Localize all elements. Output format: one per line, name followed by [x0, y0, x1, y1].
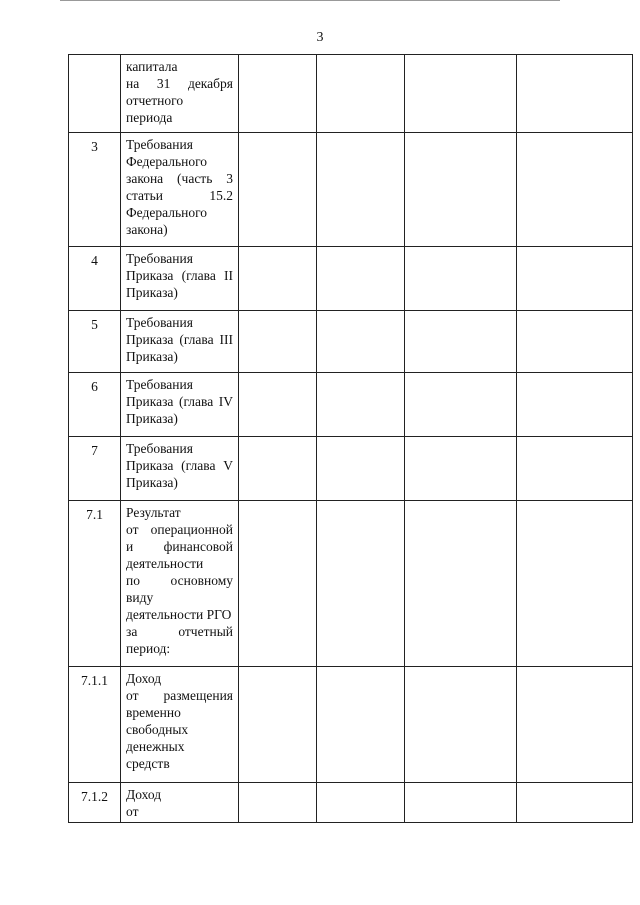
- row-description-cell: [121, 311, 239, 373]
- row-description-cell: [121, 133, 239, 247]
- value-cell: [239, 55, 317, 133]
- row-description-cell: [121, 247, 239, 311]
- description-line: капитала: [126, 59, 178, 74]
- description-line: по основному: [126, 573, 233, 588]
- table-row: [69, 667, 633, 783]
- description-line: за отчетный: [126, 624, 233, 639]
- value-cell: [239, 373, 317, 437]
- value-cell: [405, 783, 517, 823]
- row-number-cell: 5: [69, 311, 121, 373]
- value-cell: [405, 437, 517, 501]
- description-line: Требования: [126, 377, 193, 392]
- description-line: Федерального: [126, 154, 208, 169]
- table-row: [69, 501, 633, 667]
- row-number-cell: 7.1: [69, 501, 121, 667]
- value-cell: [317, 373, 405, 437]
- value-cell: [517, 783, 633, 823]
- table-row: [69, 311, 633, 373]
- row-number-cell: 7.1.2: [69, 783, 121, 823]
- description-line: закона (часть 3: [126, 171, 233, 186]
- description-line: денежных: [126, 739, 185, 754]
- value-cell: [517, 133, 633, 247]
- description-line: Доход: [126, 787, 162, 802]
- description-line: закона): [126, 222, 168, 237]
- table-row: [69, 247, 633, 311]
- value-cell: [517, 311, 633, 373]
- description-line: Приказа): [126, 475, 178, 490]
- description-line: Приказа): [126, 349, 178, 364]
- value-cell: [405, 311, 517, 373]
- description-line: Федерального: [126, 205, 208, 220]
- row-number-cell: 7: [69, 437, 121, 501]
- value-cell: [239, 437, 317, 501]
- description-line: свободных: [126, 722, 189, 737]
- value-cell: [239, 311, 317, 373]
- description-line: временно: [126, 705, 181, 720]
- description-line: средств: [126, 756, 170, 771]
- value-cell: [405, 247, 517, 311]
- value-cell: [317, 667, 405, 783]
- description-line: от размещения: [126, 688, 233, 703]
- table-row: [69, 373, 633, 437]
- description-line: Приказа): [126, 411, 178, 426]
- page-number: 3: [316, 30, 324, 45]
- value-cell: [317, 783, 405, 823]
- value-cell: [517, 55, 633, 133]
- description-line: Приказа (глава III: [126, 332, 233, 347]
- row-number-cell: 6: [69, 373, 121, 437]
- value-cell: [517, 437, 633, 501]
- value-cell: [317, 501, 405, 667]
- description-line: Требования: [126, 137, 193, 152]
- row-description-cell: [121, 667, 239, 783]
- description-line: Доход: [126, 671, 162, 686]
- row-description-cell: [121, 437, 239, 501]
- row-description-cell: [121, 373, 239, 437]
- value-cell: [239, 247, 317, 311]
- description-line: отчетного: [126, 93, 184, 108]
- description-line: Требования: [126, 251, 193, 266]
- description-line: на 31 декабря: [126, 76, 233, 91]
- value-cell: [239, 501, 317, 667]
- value-cell: [239, 783, 317, 823]
- description-line: периода: [126, 110, 173, 125]
- value-cell: [317, 55, 405, 133]
- row-number-cell: 7.1.1: [69, 667, 121, 783]
- value-cell: [317, 247, 405, 311]
- value-cell: [517, 373, 633, 437]
- value-cell: [317, 311, 405, 373]
- value-cell: [405, 667, 517, 783]
- table-row: [69, 783, 633, 823]
- description-line: Приказа (глава V: [126, 458, 233, 473]
- description-line: Требования: [126, 441, 193, 456]
- row-number-cell: 3: [69, 133, 121, 247]
- description-line: период:: [126, 641, 171, 656]
- value-cell: [239, 133, 317, 247]
- description-line: виду: [126, 590, 154, 605]
- description-line: Требования: [126, 315, 193, 330]
- row-number-cell: 4: [69, 247, 121, 311]
- description-line: деятельности РГО: [126, 607, 232, 622]
- table-row: [69, 55, 633, 133]
- row-number-cell: [69, 55, 121, 133]
- row-description-cell: [121, 55, 239, 133]
- value-cell: [317, 437, 405, 501]
- description-line: статьи 15.2: [126, 188, 233, 203]
- value-cell: [517, 667, 633, 783]
- row-description-cell: [121, 501, 239, 667]
- value-cell: [239, 667, 317, 783]
- row-description-cell: [121, 783, 239, 823]
- value-cell: [405, 373, 517, 437]
- value-cell: [405, 501, 517, 667]
- description-line: Приказа (глава IV: [126, 394, 233, 409]
- description-line: Результат: [126, 505, 181, 520]
- description-line: и финансовой: [126, 539, 233, 554]
- value-cell: [405, 133, 517, 247]
- description-line: от операционной: [126, 522, 233, 537]
- description-line: от: [126, 804, 139, 819]
- value-cell: [517, 247, 633, 311]
- value-cell: [317, 133, 405, 247]
- table-row: [69, 437, 633, 501]
- top-scan-edge: [60, 0, 560, 1]
- value-cell: [405, 55, 517, 133]
- description-line: Приказа (глава II: [126, 268, 233, 283]
- report-table: [68, 54, 633, 823]
- description-line: деятельности: [126, 556, 204, 571]
- value-cell: [517, 501, 633, 667]
- description-line: Приказа): [126, 285, 178, 300]
- table-row: [69, 133, 633, 247]
